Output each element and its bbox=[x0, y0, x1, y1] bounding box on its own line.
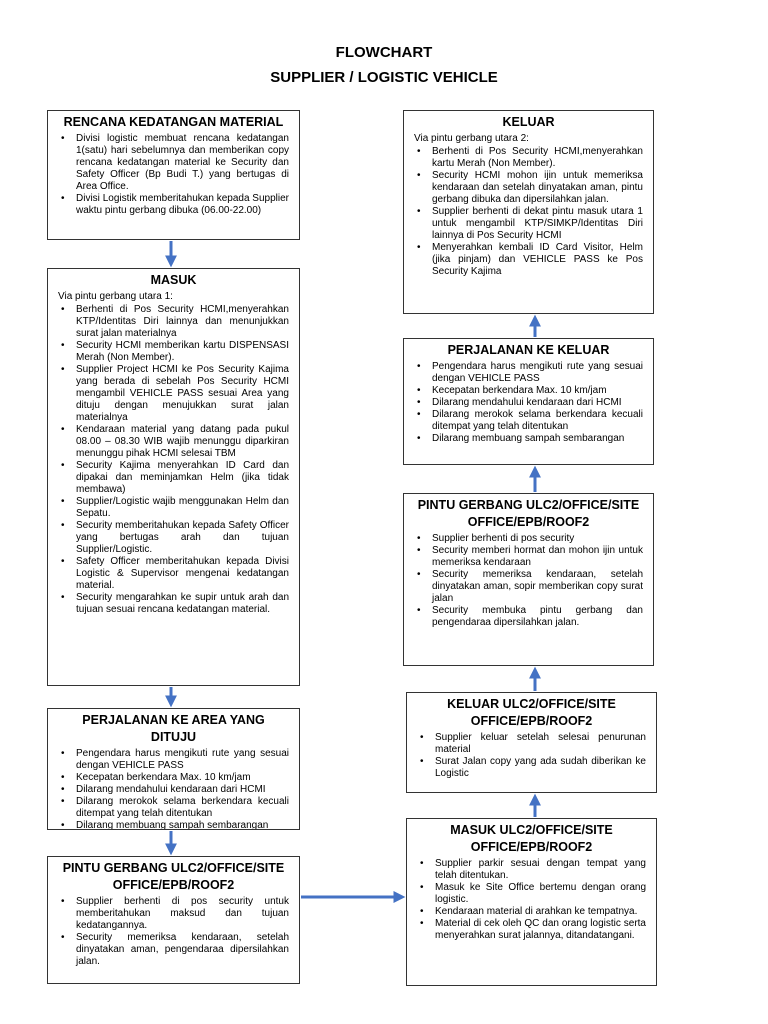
list-item: • Berhenti di Pos Security HCMI,menyerahkan kartu Merah (Non Member). bbox=[432, 146, 643, 170]
list-item: • Menyerahkan kembali ID Card Visitor, Helm (jika pinjam) dan VEHICLE PASS ke Pos Security Kajima bbox=[432, 242, 643, 278]
list-item: • Pengendara harus mengikuti rute yang sesuai dengan VEHICLE PASS bbox=[76, 748, 289, 772]
rencana-title: RENCANA KEDATANGAN MATERIAL bbox=[63, 115, 284, 129]
list-item: • Security HCMI memberikan kartu DISPENSASI Merah (Non Member). bbox=[76, 340, 289, 364]
list-item: • Berhenti di Pos Security HCMI,menyerahkan KTP/Identitas Diri lainnya dan menunjukkan surat jalan materialnya bbox=[76, 304, 289, 340]
list-item: • Dilarang mendahului kendaraan dari HCMI bbox=[432, 397, 643, 409]
list-item: • Kecepatan berkendara Max. 10 km/jam bbox=[76, 772, 289, 784]
list-item: • Dilarang mendahului kendaraan dari HCMI bbox=[76, 784, 289, 796]
list-item: • Dilarang membuang sampah sembarangan bbox=[76, 820, 289, 830]
list-item: • Supplier parkir sesuai dengan tempat yang telah ditentukan. bbox=[435, 858, 646, 882]
list-item: • Material di cek oleh QC dan orang logistic serta menyerahkan surat jalannya, ditandatangani. bbox=[435, 918, 646, 942]
perjalanan-area-title: PERJALANAN KE AREA YANG DITUJU bbox=[82, 713, 265, 744]
pintu-left-title: PINTU GERBANG ULC2/OFFICE/SITE OFFICE/EPB/ROOF2 bbox=[62, 861, 285, 892]
list-item: • Supplier berhenti di pos security bbox=[432, 533, 643, 545]
pintu-right-title: PINTU GERBANG ULC2/OFFICE/SITE OFFICE/EPB/ROOF2 bbox=[417, 498, 640, 529]
list-item: • Security memeriksa kendaraan, setelah dinyatakan aman, sopir memberikan copy surat jalan bbox=[432, 569, 643, 605]
list-item: • Security membuka pintu gerbang dan pengendaraa dipersilahkan jalan. bbox=[432, 605, 643, 629]
list-item: • Masuk ke Site Office bertemu dengan orang logistic. bbox=[435, 882, 646, 906]
list-item: • Safety Officer memberitahukan kepada Divisi Logistic & Supervisor mengenai kedatangan material. bbox=[76, 556, 289, 592]
list-item: • Kendaraan material yang datang pada pukul 08.00 – 08.30 WIB wajib menunggu diparkiran menunggu pihak HCMI selesai TBM bbox=[76, 424, 289, 460]
list-item: • Security HCMI mohon ijin untuk memeriksa kendaraan dan setelah dinyatakan aman, pintu gerbang dibuka dan dipersilahkan jalan. bbox=[432, 170, 643, 206]
list-item: • Security memberi hormat dan mohon ijin untuk memeriksa kendaraan bbox=[432, 545, 643, 569]
list-item: • Supplier berhenti di dekat pintu masuk utara 1 untuk mengambil KTP/SIMKP/Identitas Diri lainnya di Pos Security HCMI bbox=[432, 206, 643, 242]
masuk-ulc2-title: MASUK ULC2/OFFICE/SITE OFFICE/EPB/ROOF2 bbox=[450, 823, 613, 854]
masuk-title: MASUK bbox=[150, 273, 197, 287]
list-item: • Security memeriksa kendaraan, setelah dinyatakan aman, pengendaraa dipersilahkan jalan. bbox=[76, 932, 289, 968]
list-item: • Dilarang merokok selama berkendara kecuali ditempat yang telah ditentukan bbox=[432, 409, 643, 433]
list-item: • Divisi Logistik memberitahukan kepada Supplier waktu pintu gerbang dibuka (06.00-22.00) bbox=[76, 193, 289, 217]
list-item: • Supplier berhenti di pos security untuk memberitahukan maksud dan tujuan kedatangannya. bbox=[76, 896, 289, 932]
list-item: • Dilarang membuang sampah sembarangan bbox=[432, 433, 643, 445]
list-item: • Security Kajima menyerahkan ID Card dan dipakai dan meminjamkan Helm (jika tidak membawa) bbox=[76, 460, 289, 496]
list-item: • Supplier/Logistic wajib menggunakan Helm dan Sepatu. bbox=[76, 496, 289, 520]
list-item: • Supplier keluar setelah selesai penurunan material bbox=[435, 732, 646, 756]
perjalanan-keluar-title: PERJALANAN KE KELUAR bbox=[447, 343, 610, 357]
keluar-intro: Via pintu gerbang utara 2: bbox=[414, 133, 529, 144]
list-item: • Security memberitahukan kepada Safety Officer yang bertugas arah dan tujuan Supplier/Logistic. bbox=[76, 520, 289, 556]
list-item: • Pengendara harus mengikuti rute yang sesuai dengan VEHICLE PASS bbox=[432, 361, 643, 385]
list-item: • Kendaraan material di arahkan ke tempatnya. bbox=[435, 906, 646, 918]
list-item: • Dilarang merokok selama berkendara kecuali ditempat yang telah ditentukan bbox=[76, 796, 289, 820]
flowchart-subtitle: SUPPLIER / LOGISTIC VEHICLE bbox=[270, 69, 498, 86]
list-item: • Surat Jalan copy yang ada sudah diberikan ke Logistic bbox=[435, 756, 646, 780]
list-item: • Security mengarahkan ke supir untuk arah dan tujuan sesuai rencana kedatangan material. bbox=[76, 592, 289, 616]
list-item: • Kecepatan berkendara Max. 10 km/jam bbox=[432, 385, 643, 397]
flowchart-title: FLOWCHART bbox=[335, 44, 433, 61]
keluar-title: KELUAR bbox=[502, 115, 555, 129]
list-item: • Divisi logistic membuat rencana kedatangan 1(satu) hari sebelumnya dan memberikan copy rencana kedatangan material ke Security dan Safety Officer (Bp Budi T.) yang bertugas di Area Office. bbox=[76, 133, 289, 193]
masuk-intro: Via pintu gerbang utara 1: bbox=[58, 291, 173, 302]
list-item: • Supplier Project HCMI ke Pos Security Kajima yang berada di sebelah Pos Security HCMI mengambil VEHICLE PASS sesuai Area yang dituju dengan menujukkan surat jalan materialnya bbox=[76, 364, 289, 424]
keluar-ulc2-title: KELUAR ULC2/OFFICE/SITE OFFICE/EPB/ROOF2 bbox=[447, 697, 616, 728]
